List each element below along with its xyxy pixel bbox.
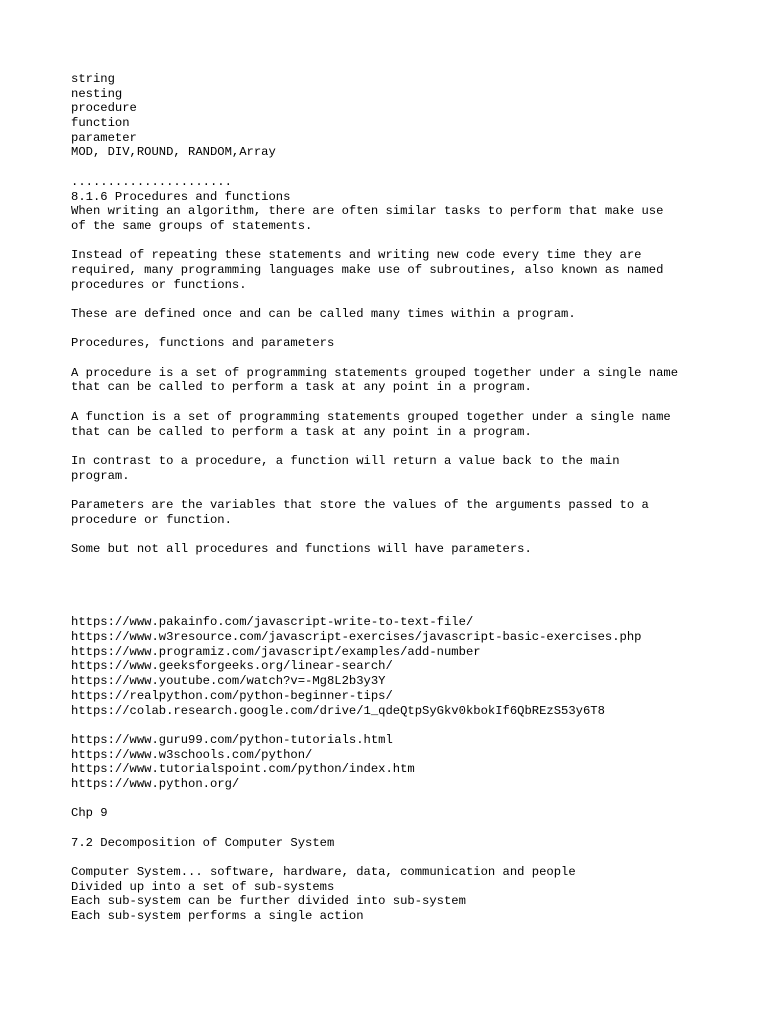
keyword-list [71, 72, 751, 160]
separator-dots: ...................... [71, 174, 232, 189]
note-line: Computer System... software, hardware, data, communication and people [71, 865, 576, 880]
note-line: Each sub-system performs a single action [71, 909, 364, 924]
spacer [71, 234, 751, 249]
subheading [71, 336, 751, 351]
paragraph [71, 307, 751, 322]
document-page [71, 72, 751, 924]
paragraph-line: Some but not all procedures and functions will have parameters. [71, 542, 532, 556]
spacer [71, 395, 751, 410]
spacer [71, 483, 751, 498]
paragraph-line: Procedures, functions and parameters [71, 336, 335, 351]
url-link[interactable]: https://www.youtube.com/watch?v=-Mg8L2b3y3Y [71, 674, 386, 689]
paragraph-line: program. [71, 468, 130, 483]
url-link[interactable]: https://colab.research.google.com/drive/1_qdeQtpSyGkv0kbokIf6QbREzS53y6T8 [71, 703, 605, 718]
paragraph-line: A procedure is a set of programming statements grouped together under a single name [71, 365, 679, 380]
spacer [71, 792, 751, 807]
paragraph [71, 366, 751, 395]
url-link[interactable]: https://www.pakainfo.com/javascript-write-to-text-file/ [71, 615, 474, 630]
spacer [71, 292, 751, 307]
note-line: Divided up into a set of sub-systems [71, 879, 335, 894]
keyword-line: string [71, 72, 115, 86]
spacer [71, 601, 751, 616]
spacer [71, 439, 751, 454]
paragraph-line: These are defined once and can be called many times within a program. [71, 307, 576, 321]
paragraph [71, 204, 751, 233]
spacer [71, 821, 751, 836]
section-heading: 7.2 Decomposition of Computer System [71, 835, 335, 850]
url-link[interactable]: https://www.tutorialspoint.com/python/index.htm [71, 762, 415, 777]
url-link[interactable]: https://www.guru99.com/python-tutorials.html [71, 732, 393, 747]
note-line: Each sub-system can be further divided into sub-system [71, 894, 466, 909]
keyword-line: procedure [71, 101, 137, 116]
paragraph-line: Instead of repeating these statements and writing new code every time they are [71, 248, 642, 263]
paragraph-line: procedure or function. [71, 512, 232, 527]
paragraph [71, 498, 751, 527]
paragraph-line: of the same groups of statements. [71, 218, 313, 233]
paragraph-line: procedures or functions. [71, 277, 247, 292]
link-list [71, 615, 751, 718]
spacer [71, 527, 751, 542]
url-link[interactable]: https://www.programiz.com/javascript/examples/add-number [71, 644, 481, 659]
spacer [71, 557, 751, 601]
decomposition-notes [71, 865, 751, 924]
url-link[interactable]: https://www.geeksforgeeks.org/linear-search/ [71, 659, 393, 674]
keyword-line: MOD, DIV,ROUND, RANDOM,Array [71, 145, 276, 160]
paragraph-line: In contrast to a procedure, a function will return a value back to the main [71, 453, 620, 468]
keyword-line: function [71, 116, 130, 131]
paragraph-line: Parameters are the variables that store the values of the arguments passed to a [71, 497, 649, 512]
url-link[interactable]: https://www.w3resource.com/javascript-exercises/javascript-basic-exercises.php [71, 630, 642, 645]
spacer [71, 351, 751, 366]
keyword-line: nesting [71, 86, 123, 101]
paragraph-line: required, many programming languages make use of subroutines, also known as named [71, 262, 664, 277]
keyword-line: parameter [71, 130, 137, 145]
url-link[interactable]: https://www.python.org/ [71, 776, 240, 791]
paragraph [71, 248, 751, 292]
paragraph-line: that can be called to perform a task at any point in a program. [71, 424, 532, 439]
paragraph [71, 542, 751, 557]
paragraph-line: A function is a set of programming statements grouped together under a single name [71, 409, 671, 424]
spacer [71, 718, 751, 733]
link-list [71, 733, 751, 792]
paragraph [71, 410, 751, 439]
url-link[interactable]: https://www.w3schools.com/python/ [71, 747, 313, 762]
url-link[interactable]: https://realpython.com/python-beginner-tips/ [71, 688, 393, 703]
spacer [71, 160, 751, 175]
spacer [71, 850, 751, 865]
chapter-label: Chp 9 [71, 806, 108, 821]
section-heading: 8.1.6 Procedures and functions [71, 189, 291, 204]
paragraph-line: When writing an algorithm, there are often similar tasks to perform that make use [71, 204, 664, 219]
paragraph-line: that can be called to perform a task at any point in a program. [71, 380, 532, 395]
paragraph [71, 454, 751, 483]
spacer [71, 322, 751, 337]
